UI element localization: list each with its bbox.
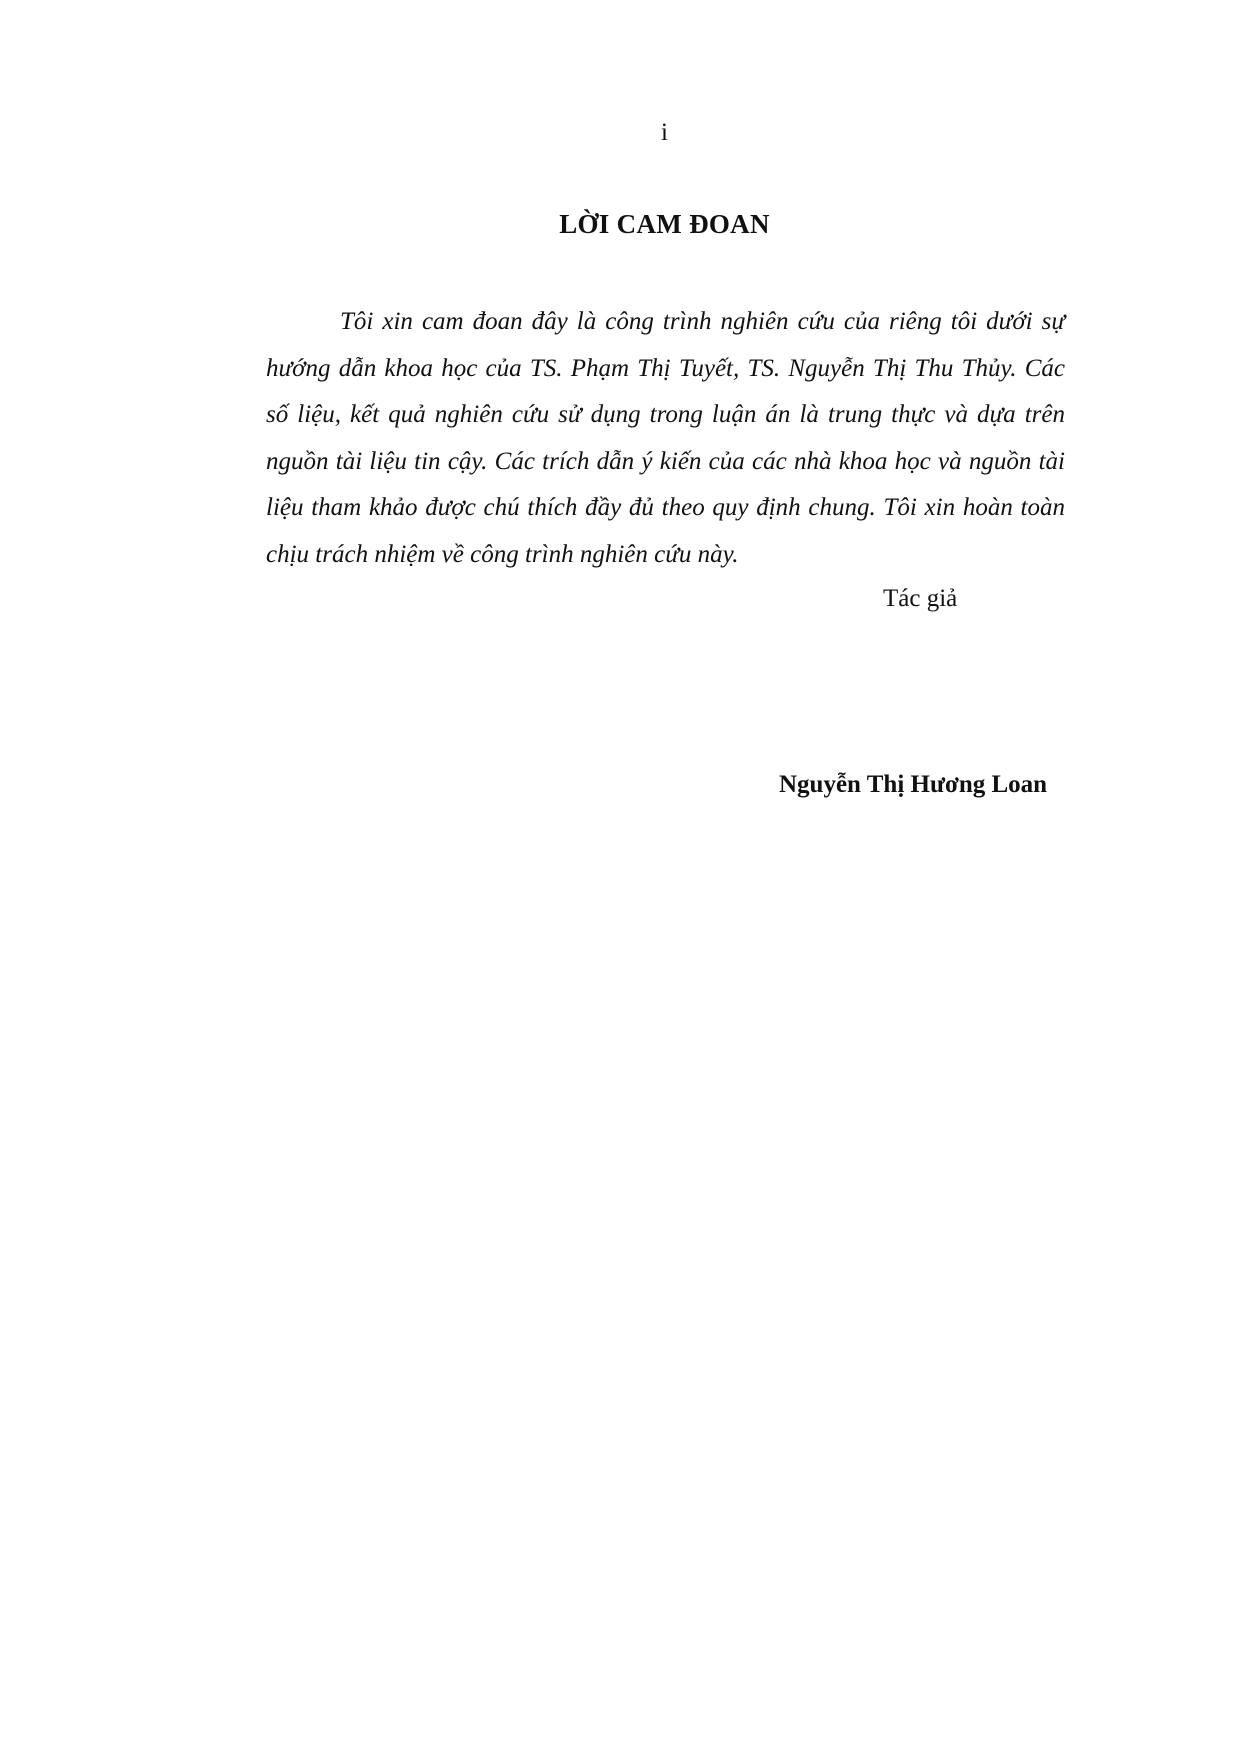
page-number: i [661, 119, 668, 146]
document-title: LỜI CAM ĐOAN [559, 209, 770, 239]
author-name: Nguyễn Thị Hương Loan [779, 771, 1048, 798]
author-label: Tác giả [883, 585, 958, 612]
declaration-body: Tôi xin cam đoan đây là công trình nghiên cứu của riêng tôi dưới sự hướng dẫn khoa học của TS. Phạm Thị Tuyết, TS. Nguyễn Thị Thu Thủy. Các số liệu, kết quả nghiên cứu sử dụng trong luận án là trung thực và dựa trên nguồn tài liệu tin cậy. Các trích dẫn ý kiến của các nhà khoa học và nguồn tài liệu tham khảo được chú thích đầy đủ theo quy định chung. Tôi xin hoàn toàn chịu trách nhiệm về công trình nghiên cứu này. [266, 308, 1065, 568]
